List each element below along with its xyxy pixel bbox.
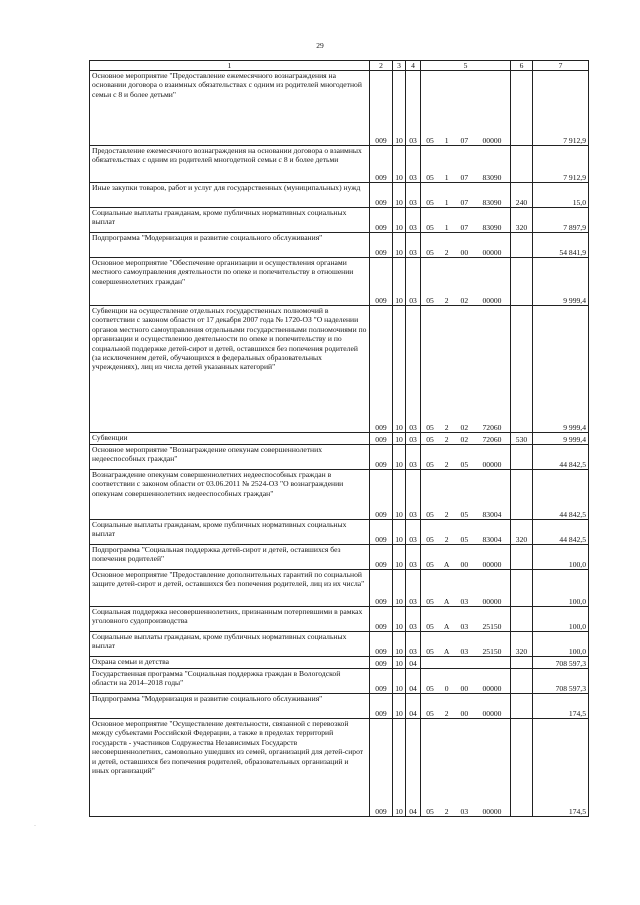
target-article-cell xyxy=(421,233,511,258)
target-article-cell xyxy=(421,306,511,433)
section-code-cell: 10 xyxy=(393,146,406,183)
row-name-cell: Подпрограмма "Модернизация и развитие социального обслуживания" xyxy=(90,694,370,719)
target-article-cell xyxy=(421,669,511,694)
subsection-code-cell: 03 xyxy=(406,258,421,306)
admin-code-cell: 009 xyxy=(370,694,393,719)
header-cell: 3 xyxy=(393,61,406,71)
code-part: 00 xyxy=(460,247,469,257)
code-part: 05 xyxy=(426,683,434,693)
section-code-cell: 10 xyxy=(393,669,406,694)
table-row xyxy=(90,208,589,233)
code-part: 2 xyxy=(444,806,449,816)
row-name-cell: Основное мероприятие "Вознаграждение опекунам совершеннолетних недееспособных граждан" xyxy=(90,445,370,470)
target-article-cell xyxy=(421,694,511,719)
admin-code-cell: 009 xyxy=(370,433,393,445)
target-article-cell xyxy=(421,445,511,470)
section-code-cell: 10 xyxy=(393,445,406,470)
section-code-cell: 10 xyxy=(393,694,406,719)
target-article-cell xyxy=(421,258,511,306)
target-article-code xyxy=(423,535,508,544)
subsection-code-cell: 04 xyxy=(406,657,421,669)
amount-cell: 7 912,9 xyxy=(533,146,589,183)
table-row xyxy=(90,433,589,445)
target-article-cell xyxy=(421,470,511,520)
target-article-code xyxy=(423,622,508,631)
row-name-cell: Субвенции на осуществление отдельных государственных полномочий в соответствии с законом области от 17 декабря 2007 года № 1720-ОЗ "О наделении органов местного самоуправления отдельными государственными полномочиями по организации и осуществлению деятельности по опеке и попечительству и по социальной поддержке детей-сирот и детей, оставшихся без попечения родителей (за исключением детей, обучающихся в федеральных образовательных учреждениях), лиц из числа детей указанных категорий" xyxy=(90,306,370,433)
target-article-code xyxy=(423,647,508,656)
code-part: 1 xyxy=(444,197,449,207)
expense-type-cell xyxy=(511,470,533,520)
code-part: 00000 xyxy=(482,459,502,469)
table-row xyxy=(90,694,589,719)
amount-cell: 44 842,5 xyxy=(533,445,589,470)
target-article-cell xyxy=(421,433,511,445)
code-part: 00000 xyxy=(482,295,502,305)
code-part: 00000 xyxy=(482,247,502,257)
admin-code-cell: 009 xyxy=(370,306,393,433)
target-article-code xyxy=(423,560,508,569)
margin-mark: · xyxy=(34,823,36,829)
subsection-code-cell: 03 xyxy=(406,545,421,570)
section-code-cell: 10 xyxy=(393,433,406,445)
expense-type-cell xyxy=(511,545,533,570)
code-part: 07 xyxy=(460,222,469,232)
code-part: 02 xyxy=(460,422,469,432)
admin-code-cell: 009 xyxy=(370,146,393,183)
target-article-code xyxy=(423,136,508,145)
code-part: 83004 xyxy=(482,509,502,519)
header-cell: 7 xyxy=(533,61,589,71)
code-part: 03 xyxy=(460,806,469,816)
code-part: 05 xyxy=(426,434,434,444)
table-row xyxy=(90,445,589,470)
admin-code-cell: 009 xyxy=(370,258,393,306)
header-cell: 5 xyxy=(421,61,511,71)
expense-type-cell xyxy=(511,233,533,258)
admin-code-cell: 009 xyxy=(370,233,393,258)
code-part: 07 xyxy=(460,135,469,145)
target-article-code xyxy=(423,709,508,718)
code-part: 05 xyxy=(426,197,434,207)
amount-cell: 7 912,9 xyxy=(533,71,589,146)
amount-cell: 15,0 xyxy=(533,183,589,208)
row-name-cell: Основное мероприятие "Предоставление ежемесячного вознаграждения на основании договора о взаимных обязательствах с одним из родителей многодетной семьи с 8 и более детьми" xyxy=(90,71,370,146)
code-part: 05 xyxy=(426,295,434,305)
code-part: 2 xyxy=(444,534,449,544)
amount-cell: 708 597,3 xyxy=(533,657,589,669)
code-part: 05 xyxy=(426,422,434,432)
admin-code-cell: 009 xyxy=(370,183,393,208)
table-row xyxy=(90,306,589,433)
amount-cell: 100,0 xyxy=(533,570,589,607)
row-name-cell: Основное мероприятие "Обеспечение организации и осуществления органами местного самоуправления деятельности по опеке и попечительству в отношении совершеннолетних граждан" xyxy=(90,258,370,306)
code-part: 1 xyxy=(444,135,449,145)
expense-type-cell xyxy=(511,669,533,694)
amount-cell: 708 597,3 xyxy=(533,669,589,694)
code-part: 83090 xyxy=(482,197,502,207)
target-article-code xyxy=(423,248,508,257)
header-cell: 1 xyxy=(90,61,370,71)
subsection-code-cell: 03 xyxy=(406,520,421,545)
code-part: 25150 xyxy=(482,621,502,631)
row-name-cell: Подпрограмма "Социальная поддержка детей-сирот и детей, оставшихся без попечения родителей" xyxy=(90,545,370,570)
expense-type-cell xyxy=(511,306,533,433)
page-number: 29 xyxy=(316,41,324,50)
target-article-code xyxy=(423,198,508,207)
row-name-cell: Подпрограмма "Модернизация и развитие социального обслуживания" xyxy=(90,233,370,258)
code-part: А xyxy=(443,559,450,569)
code-part: 05 xyxy=(460,509,469,519)
subsection-code-cell: 04 xyxy=(406,719,421,817)
row-name-cell: Социальные выплаты гражданам, кроме публичных нормативных социальных выплат xyxy=(90,208,370,233)
amount-cell: 9 999,4 xyxy=(533,433,589,445)
code-part: 72060 xyxy=(482,422,502,432)
section-code-cell: 10 xyxy=(393,607,406,632)
row-name-cell: Субвенции xyxy=(90,433,370,445)
table-row xyxy=(90,570,589,607)
table-row xyxy=(90,470,589,520)
expense-type-cell xyxy=(511,607,533,632)
subsection-code-cell: 03 xyxy=(406,233,421,258)
target-article-cell xyxy=(421,607,511,632)
code-part: 02 xyxy=(460,434,469,444)
section-code-cell: 10 xyxy=(393,258,406,306)
budget-table xyxy=(89,60,589,817)
code-part: А xyxy=(443,596,450,606)
code-part: 05 xyxy=(426,509,434,519)
target-article-code xyxy=(423,435,508,444)
admin-code-cell: 009 xyxy=(370,607,393,632)
table-row xyxy=(90,657,589,669)
table-row xyxy=(90,632,589,657)
code-part: 07 xyxy=(460,172,469,182)
code-part: 05 xyxy=(460,459,469,469)
table-row xyxy=(90,545,589,570)
amount-cell: 100,0 xyxy=(533,632,589,657)
header-row xyxy=(90,61,589,71)
table-row xyxy=(90,719,589,817)
code-part: 05 xyxy=(426,135,434,145)
subsection-code-cell: 04 xyxy=(406,669,421,694)
expense-type-cell xyxy=(511,146,533,183)
amount-cell: 44 842,5 xyxy=(533,520,589,545)
row-name-cell: Предоставление ежемесячного вознаграждения на основании договора о взаимных обязательствах с одним из родителей многодетной семьи с 8 и более детьми xyxy=(90,146,370,183)
amount-cell: 174,5 xyxy=(533,694,589,719)
code-part: 05 xyxy=(426,222,434,232)
target-article-cell xyxy=(421,208,511,233)
target-article-cell xyxy=(421,632,511,657)
target-article-cell xyxy=(421,71,511,146)
row-name-cell: Социальные выплаты гражданам, кроме публичных нормативных социальных выплат xyxy=(90,520,370,545)
amount-cell: 7 897,9 xyxy=(533,208,589,233)
row-name-cell: Социальная поддержка несовершеннолетних, признанным потерпевшими в рамках уголовного судопроизводства xyxy=(90,607,370,632)
expense-type-cell xyxy=(511,570,533,607)
code-part: 00 xyxy=(460,683,469,693)
header-cell: 2 xyxy=(370,61,393,71)
section-code-cell: 10 xyxy=(393,470,406,520)
row-name-cell: Государственная программа "Социальная поддержка граждан в Вологодской области на 2014–2018 годы" xyxy=(90,669,370,694)
target-article-code xyxy=(423,423,508,432)
code-part: А xyxy=(443,621,450,631)
expense-type-cell: 320 xyxy=(511,208,533,233)
subsection-code-cell: 03 xyxy=(406,183,421,208)
code-part: 05 xyxy=(426,646,434,656)
section-code-cell: 10 xyxy=(393,657,406,669)
code-part: 00000 xyxy=(482,806,502,816)
code-part: 05 xyxy=(460,534,469,544)
target-article-code xyxy=(423,597,508,606)
target-article-cell xyxy=(421,146,511,183)
code-part: 2 xyxy=(444,295,449,305)
code-part: 02 xyxy=(460,295,469,305)
expense-type-cell xyxy=(511,445,533,470)
section-code-cell: 10 xyxy=(393,233,406,258)
subsection-code-cell: 03 xyxy=(406,433,421,445)
amount-cell: 174,5 xyxy=(533,719,589,817)
code-part: 05 xyxy=(426,621,434,631)
code-part: 83004 xyxy=(482,534,502,544)
subsection-code-cell: 03 xyxy=(406,146,421,183)
section-code-cell: 10 xyxy=(393,545,406,570)
code-part: 05 xyxy=(426,534,434,544)
row-name-cell: Социальные выплаты гражданам, кроме публичных нормативных социальных выплат xyxy=(90,632,370,657)
code-part: 05 xyxy=(426,247,434,257)
code-part: 03 xyxy=(460,646,469,656)
subsection-code-cell: 03 xyxy=(406,632,421,657)
subsection-code-cell: 03 xyxy=(406,306,421,433)
admin-code-cell: 009 xyxy=(370,669,393,694)
target-article-cell xyxy=(421,657,511,669)
admin-code-cell: 009 xyxy=(370,470,393,520)
code-part: 00000 xyxy=(482,596,502,606)
code-part: А xyxy=(443,646,450,656)
code-part: 00 xyxy=(460,559,469,569)
admin-code-cell: 009 xyxy=(370,520,393,545)
expense-type-cell: 320 xyxy=(511,520,533,545)
target-article-cell xyxy=(421,183,511,208)
target-article-code xyxy=(423,807,508,816)
code-part: 1 xyxy=(444,222,449,232)
code-part: 2 xyxy=(444,247,449,257)
admin-code-cell: 009 xyxy=(370,208,393,233)
section-code-cell: 10 xyxy=(393,719,406,817)
amount-cell: 100,0 xyxy=(533,607,589,632)
code-part: 00000 xyxy=(482,708,502,718)
table-row xyxy=(90,183,589,208)
section-code-cell: 10 xyxy=(393,71,406,146)
subsection-code-cell: 03 xyxy=(406,570,421,607)
target-article-code xyxy=(423,296,508,305)
code-part: 05 xyxy=(426,806,434,816)
table-row xyxy=(90,258,589,306)
row-name-cell: Основное мероприятие "Осуществление деятельности, связанной с перевозкой между субъектами Российской Федерации, а также в пределах территорий государств - участников Содружества Независимых Государств несовершеннолетних, самовольно ушедших из семей, организаций для детей-сирот и детей, оставшихся без попечения родителей, образовательных организаций и иных организаций" xyxy=(90,719,370,817)
amount-cell: 44 842,5 xyxy=(533,470,589,520)
code-part: 83090 xyxy=(482,222,502,232)
expense-type-cell: 320 xyxy=(511,632,533,657)
expense-type-cell xyxy=(511,258,533,306)
code-part: 00000 xyxy=(482,559,502,569)
row-name-cell: Иные закупки товаров, работ и услуг для государственных (муниципальных) нужд xyxy=(90,183,370,208)
amount-cell: 54 841,9 xyxy=(533,233,589,258)
target-article-code xyxy=(423,510,508,519)
section-code-cell: 10 xyxy=(393,632,406,657)
code-part: 2 xyxy=(444,509,449,519)
section-code-cell: 10 xyxy=(393,520,406,545)
code-part: 03 xyxy=(460,621,469,631)
expense-type-cell: 530 xyxy=(511,433,533,445)
target-article-cell xyxy=(421,520,511,545)
code-part: 05 xyxy=(426,559,434,569)
code-part: 25150 xyxy=(482,646,502,656)
subsection-code-cell: 03 xyxy=(406,607,421,632)
admin-code-cell: 009 xyxy=(370,545,393,570)
expense-type-cell xyxy=(511,657,533,669)
target-article-code xyxy=(423,223,508,232)
subsection-code-cell: 03 xyxy=(406,71,421,146)
code-part: 1 xyxy=(444,172,449,182)
row-name-cell: Основное мероприятие "Предоставление дополнительных гарантий по социальной защите детей-сирот и детей, оставшихся без попечения родителей, лиц из их числа" xyxy=(90,570,370,607)
target-article-code xyxy=(423,460,508,469)
admin-code-cell: 009 xyxy=(370,657,393,669)
code-part: 05 xyxy=(426,708,434,718)
code-part: 07 xyxy=(460,197,469,207)
code-part: 83090 xyxy=(482,172,502,182)
code-part: 2 xyxy=(444,422,449,432)
code-part: 05 xyxy=(426,172,434,182)
subsection-code-cell: 04 xyxy=(406,694,421,719)
code-part: 00000 xyxy=(482,135,502,145)
amount-cell: 9 999,4 xyxy=(533,306,589,433)
header-cell: 6 xyxy=(511,61,533,71)
code-part: 2 xyxy=(444,459,449,469)
table-row xyxy=(90,669,589,694)
code-part: 2 xyxy=(444,708,449,718)
subsection-code-cell: 03 xyxy=(406,445,421,470)
code-part: 03 xyxy=(460,596,469,606)
admin-code-cell: 009 xyxy=(370,719,393,817)
target-article-cell xyxy=(421,545,511,570)
admin-code-cell: 009 xyxy=(370,445,393,470)
expense-type-cell xyxy=(511,694,533,719)
amount-cell: 100,0 xyxy=(533,545,589,570)
table-row xyxy=(90,146,589,183)
table-row xyxy=(90,520,589,545)
expense-type-cell xyxy=(511,71,533,146)
section-code-cell: 10 xyxy=(393,208,406,233)
code-part: 00 xyxy=(460,708,469,718)
code-part: 05 xyxy=(426,459,434,469)
code-part: 2 xyxy=(444,434,449,444)
table-row xyxy=(90,607,589,632)
header-cell: 4 xyxy=(406,61,421,71)
expense-type-cell: 240 xyxy=(511,183,533,208)
target-article-cell xyxy=(421,719,511,817)
section-code-cell: 10 xyxy=(393,183,406,208)
code-part: 72060 xyxy=(482,434,502,444)
table-row xyxy=(90,233,589,258)
admin-code-cell: 009 xyxy=(370,71,393,146)
target-article-cell xyxy=(421,570,511,607)
amount-cell: 9 999,4 xyxy=(533,258,589,306)
table-row xyxy=(90,71,589,146)
target-article-code xyxy=(423,684,508,693)
admin-code-cell: 009 xyxy=(370,632,393,657)
target-article-code xyxy=(423,173,508,182)
admin-code-cell: 009 xyxy=(370,570,393,607)
code-part: 0 xyxy=(444,683,449,693)
subsection-code-cell: 03 xyxy=(406,470,421,520)
expense-type-cell xyxy=(511,719,533,817)
row-name-cell: Вознаграждение опекунам совершеннолетних недееспособных граждан в соответствии с законом области от 03.06.2011 № 2524-ОЗ "О вознаграждении опекунам совершеннолетних недееспособных граждан" xyxy=(90,470,370,520)
code-part: 00000 xyxy=(482,683,502,693)
section-code-cell: 10 xyxy=(393,570,406,607)
code-part: 05 xyxy=(426,596,434,606)
subsection-code-cell: 03 xyxy=(406,208,421,233)
section-code-cell: 10 xyxy=(393,306,406,433)
row-name-cell: Охрана семьи и детства xyxy=(90,657,370,669)
